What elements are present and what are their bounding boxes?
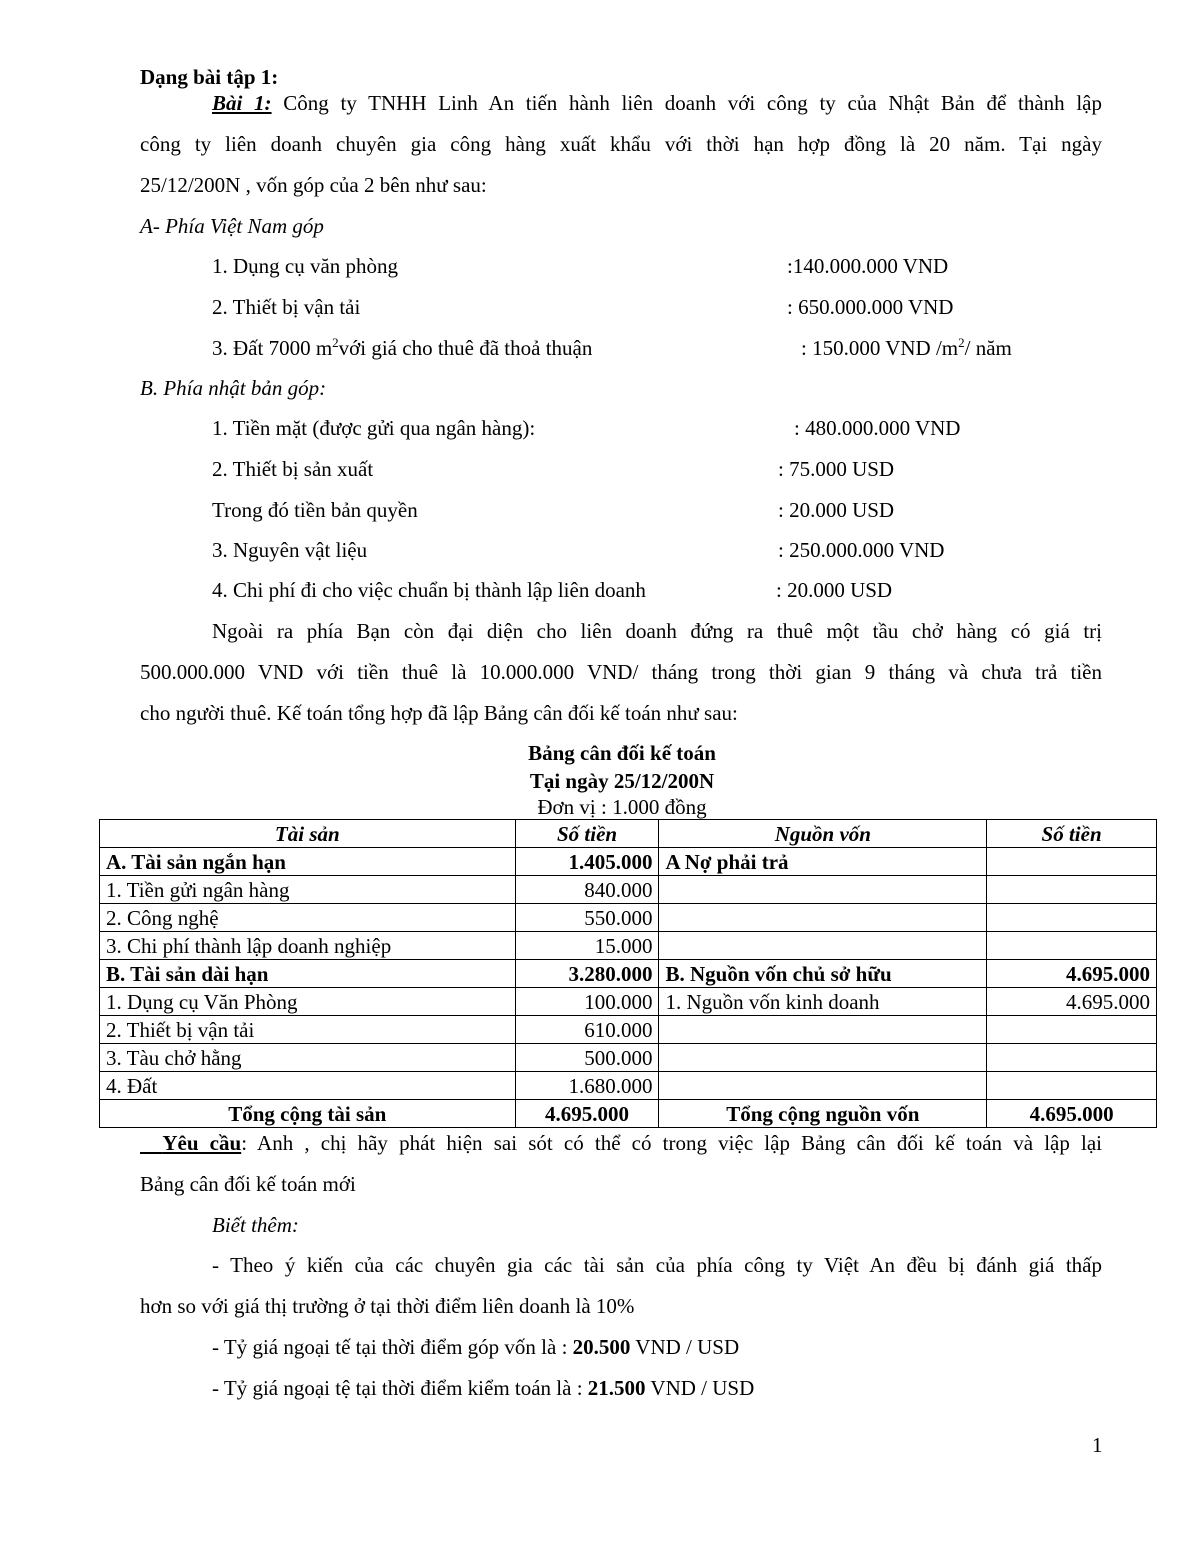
asset-amount-cell: 840.000	[515, 876, 659, 904]
column-header: Nguồn vốn	[659, 820, 987, 848]
table-row	[100, 1016, 1157, 1044]
source-amount-cell	[987, 1072, 1157, 1100]
total-asset-label: Tổng cộng tài sản	[100, 1100, 516, 1128]
problem-intro-line1: Bài 1: Công ty TNHH Linh An tiến hành liên doanh với công ty của Nhật Bản để thành lập	[212, 91, 1103, 115]
source-amount-cell	[987, 848, 1157, 876]
asset-amount-cell: 1.680.000	[515, 1072, 659, 1100]
column-header: Số tiền	[987, 820, 1157, 848]
table-row	[100, 960, 1157, 988]
note1-line2: hơn so với giá thị trường ở tại thời điểm liên doanh là 10%	[140, 1294, 635, 1318]
problem-intro-line2: công ty liên doanh chuyên gia công hàng xuất khẩu với thời hạn hợp đồng là 20 năm. Tại ngày	[140, 132, 1102, 156]
asset-amount-cell: 100.000	[515, 988, 659, 1016]
asset-amount-cell: 3.280.000	[515, 960, 659, 988]
jp-item-value: : 75.000 USD	[778, 457, 895, 481]
source-amount-cell	[987, 876, 1157, 904]
table-row	[100, 1044, 1157, 1072]
asset-amount-cell: 550.000	[515, 904, 659, 932]
extra-line1: Ngoài ra phía Bạn còn đại diện cho liên doanh đứng ra thuê một tầu chở hàng có giá trị	[212, 619, 1102, 643]
vn-side-heading: A- Phía Việt Nam góp	[140, 214, 324, 238]
jp-item-value: : 20.000 USD	[778, 498, 895, 522]
page-number: 1	[1092, 1433, 1103, 1457]
asset-amount-cell: 15.000	[515, 932, 659, 960]
asset-amount-cell: 500.000	[515, 1044, 659, 1072]
source-cell	[659, 1044, 987, 1072]
asset-cell: 2. Thiết bị vận tải	[100, 1016, 516, 1044]
table-row	[100, 988, 1157, 1016]
jp-item-value: : 480.000.000 VND	[794, 416, 961, 440]
extra-line3: cho người thuê. Kế toán tổng hợp đã lập Bảng cân đối kế toán như sau:	[140, 701, 738, 725]
vn-item-label: 1. Dụng cụ văn phòng	[212, 254, 399, 278]
table-row	[100, 904, 1157, 932]
source-cell: 1. Nguồn vốn kinh doanh	[659, 988, 987, 1016]
source-amount-cell	[987, 1044, 1157, 1072]
balance-sheet-date: Tại ngày 25/12/200N	[529, 769, 715, 793]
table-row	[100, 848, 1157, 876]
balance-sheet-table	[99, 819, 1157, 1128]
jp-item-label: 4. Chi phí đi cho việc chuẩn bị thành lập liên doanh	[212, 578, 646, 602]
total-asset-amount: 4.695.000	[515, 1100, 659, 1128]
exercise-type-heading: Dạng bài tập 1:	[140, 65, 279, 89]
total-source-amount: 4.695.000	[987, 1100, 1157, 1128]
source-amount-cell: 4.695.000	[987, 988, 1157, 1016]
source-cell	[659, 876, 987, 904]
balance-sheet-unit: Đơn vị : 1.000 đồng	[537, 795, 707, 819]
asset-cell: 1. Dụng cụ Văn Phòng	[100, 988, 516, 1016]
jp-item-label: 3. Nguyên vật liệu	[212, 538, 368, 562]
asset-amount-cell: 610.000	[515, 1016, 659, 1044]
requirement-line1: Yêu cầu: Anh , chị hãy phát hiện sai sót có thể có trong việc lập Bảng cân đối kế toán và lập lại	[140, 1130, 1102, 1156]
vn-item-value: : 150.000 VND $/m^2/$ năm	[801, 335, 1012, 360]
column-header: Tài sản	[100, 820, 516, 848]
asset-cell: 1. Tiền gửi ngân hàng	[100, 876, 516, 904]
requirement-label: Yêu cầu	[162, 1131, 242, 1155]
table-header-row	[100, 820, 1157, 848]
table-row	[100, 932, 1157, 960]
jp-item-value: : 20.000 USD	[776, 578, 893, 602]
note1-line1: - Theo ý kiến của các chuyên gia các tài sản của phía công ty Việt An đều bị đánh giá thấp	[212, 1253, 1102, 1277]
table-row	[100, 876, 1157, 904]
asset-cell: B. Tài sản dài hạn	[100, 960, 516, 988]
vn-item-value: : 650.000.000 VND	[787, 295, 954, 319]
asset-cell: 4. Đất	[100, 1072, 516, 1100]
rate-note-1: - Tỷ giá ngoại tế tại thời điểm góp vốn là : 20.500 VND / USD	[212, 1335, 740, 1359]
problem-label: Bài 1:	[212, 91, 272, 115]
source-cell: B. Nguồn vốn chủ sở hữu	[659, 960, 987, 988]
source-amount-cell	[987, 904, 1157, 932]
asset-amount-cell: 1.405.000	[515, 848, 659, 876]
table-total-row	[100, 1100, 1157, 1128]
column-header: Số tiền	[515, 820, 659, 848]
asset-cell: A. Tài sản ngắn hạn	[100, 848, 516, 876]
asset-cell: 2. Công nghệ	[100, 904, 516, 932]
asset-cell: 3. Chi phí thành lập doanh nghiệp	[100, 932, 516, 960]
jp-item-label: 2. Thiết bị sản xuất	[212, 457, 374, 481]
total-source-label: Tổng cộng nguồn vốn	[659, 1100, 987, 1128]
jp-item-value: : 250.000.000 VND	[778, 538, 945, 562]
source-cell	[659, 904, 987, 932]
jp-side-heading: B. Phía nhật bản góp:	[140, 376, 327, 400]
table-row	[100, 1072, 1157, 1100]
balance-sheet-title: Bảng cân đối kế toán	[528, 741, 716, 765]
notes-heading: Biết thêm:	[212, 1213, 299, 1237]
source-amount-cell	[987, 1016, 1157, 1044]
source-cell	[659, 1016, 987, 1044]
source-cell	[659, 932, 987, 960]
jp-item-label: Trong đó tiền bản quyền	[212, 498, 418, 522]
requirement-line2: Bảng cân đối kế toán mới	[140, 1172, 356, 1196]
source-cell: A Nợ phải trả	[659, 848, 987, 876]
extra-line2: 500.000.000 VND với tiền thuê là 10.000.000 VND/ tháng trong thời gian 9 tháng và chưa trả tiền	[140, 660, 1102, 684]
source-amount-cell	[987, 932, 1157, 960]
vn-item-label: 2. Thiết bị vận tải	[212, 295, 361, 319]
problem-intro-line3: 25/12/200N , vốn góp của 2 bên như sau:	[140, 173, 487, 197]
vn-item-label: 3. Đất 7000 $m^2với$ giá cho thuê đã thoả thuận	[212, 335, 593, 360]
jp-item-label: 1. Tiền mặt (được gửi qua ngân hàng):	[212, 416, 536, 440]
rate-note-2: - Tỷ giá ngoại tệ tại thời điểm kiểm toán là : 21.500 VND / USD	[212, 1376, 755, 1400]
vn-item-value: :140.000.000 VND	[787, 254, 949, 278]
asset-cell: 3. Tàu chở hằng	[100, 1044, 516, 1072]
source-cell	[659, 1072, 987, 1100]
source-amount-cell: 4.695.000	[987, 960, 1157, 988]
